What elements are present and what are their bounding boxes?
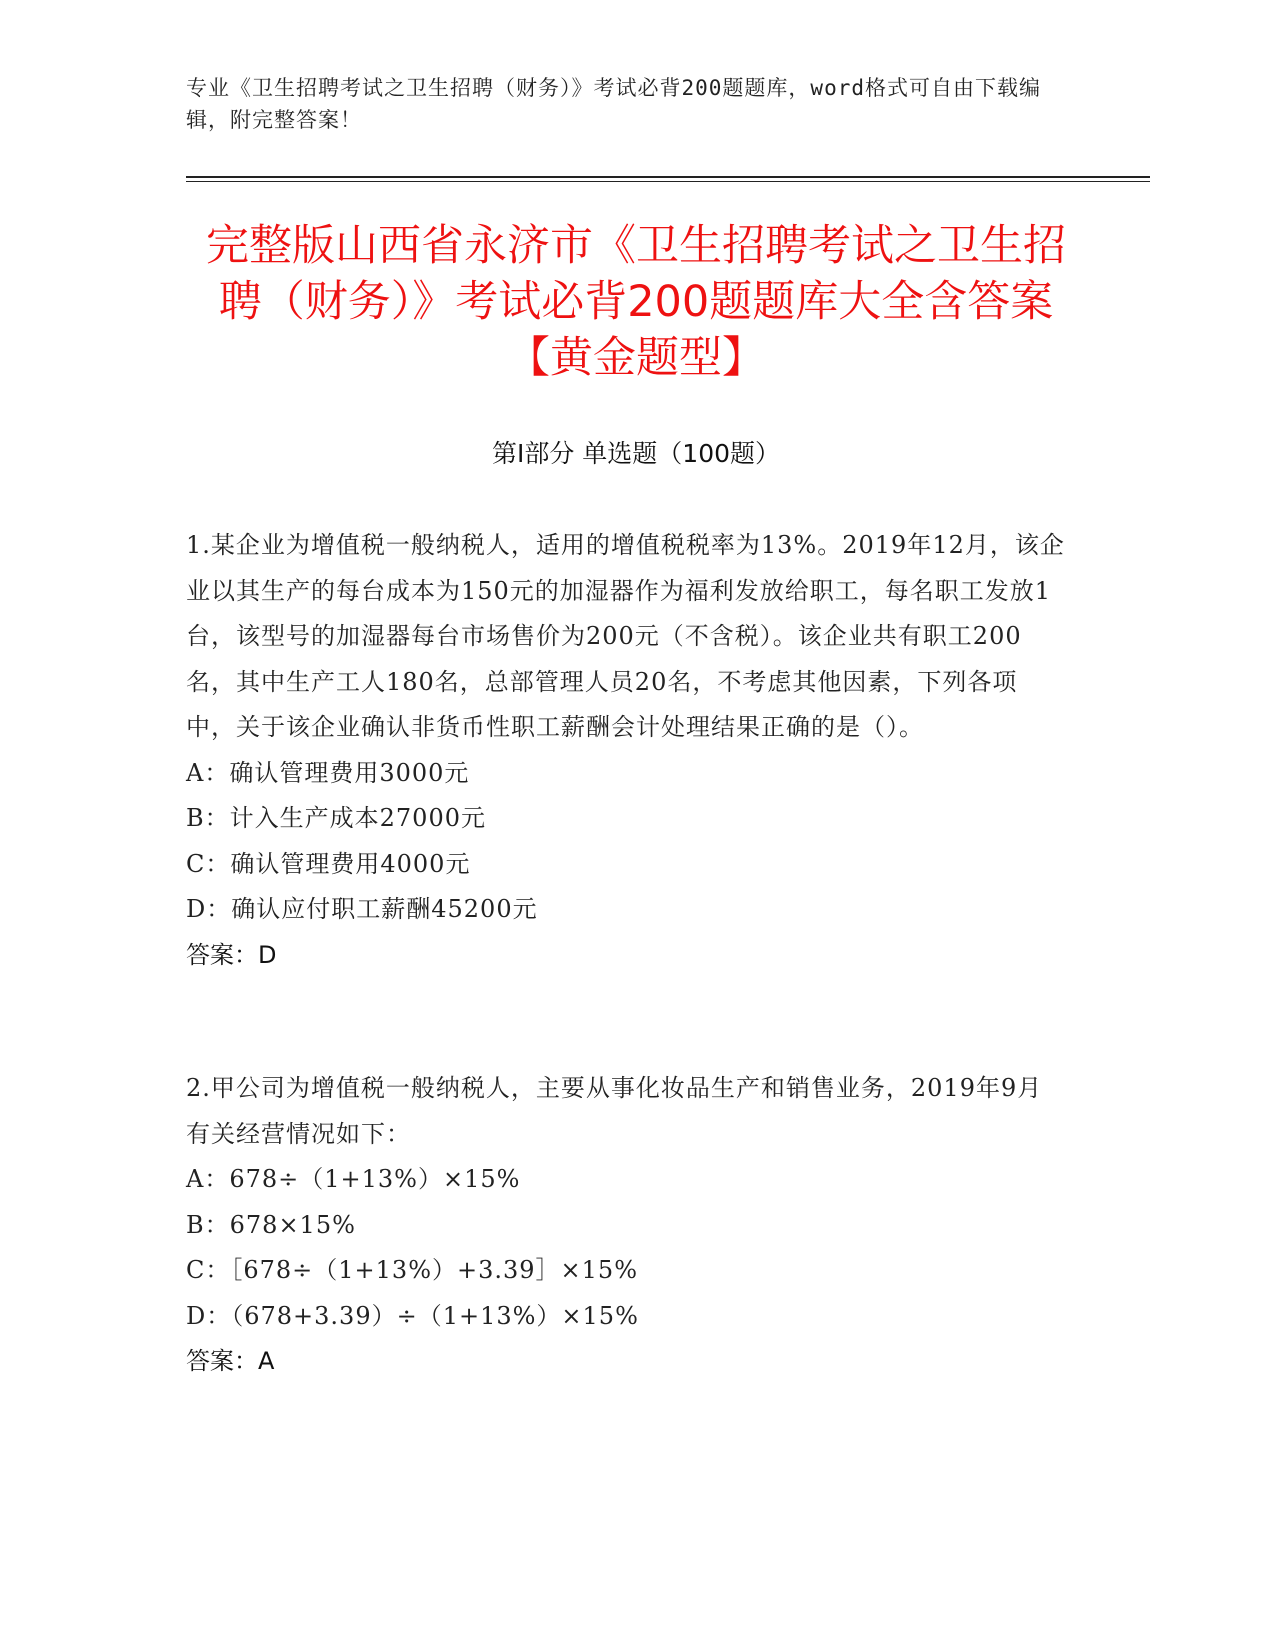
- question-1: [186, 523, 1066, 978]
- header-divider-thick: [186, 176, 1150, 178]
- question-2: [186, 1066, 1066, 1385]
- question-stem: 1.某企业为增值税一般纳税人，适用的增值税税率为13%。2019年12月，该企业以其生产的每台成本为150元的加湿器作为福利发放给职工，每名职工发放1台，该型号的加湿器每台市场售价为200元（不含税）。该企业共有职工200名，其中生产工人180名，总部管理人员20名，不考虑其他因素，下列各项中，关于该企业确认非货币性职工薪酬会计处理结果正确的是（）。: [186, 531, 1065, 741]
- option-d: D：（678+3.39）÷（1+13%）×15%: [186, 1301, 639, 1330]
- option-b: B：678×15%: [186, 1210, 356, 1239]
- option-c: C：［678÷（1+13%）+3.39］×15%: [186, 1256, 639, 1284]
- answer: 答案：D: [186, 940, 277, 969]
- answer: 答案：A: [186, 1347, 275, 1375]
- option-d: D：确认应付职工薪酬45200元: [186, 895, 538, 923]
- option-a: A：确认管理费用3000元: [186, 758, 470, 787]
- option-b: B：计入生产成本27000元: [186, 804, 486, 832]
- header-intro: 专业《卫生招聘考试之卫生招聘（财务）》考试必背200题题库，word格式可自由下载编辑，附完整答案！: [186, 76, 1041, 132]
- section-title: 第Ⅰ部分 单选题（100题）: [491, 439, 781, 468]
- question-stem: 2.甲公司为增值税一般纳税人，主要从事化妆品生产和销售业务，2019年9月有关经营情况如下：: [186, 1074, 1043, 1148]
- option-c: C：确认管理费用4000元: [186, 849, 471, 878]
- header-divider-thin: [186, 181, 1150, 182]
- option-a: A：678÷（1+13%）×15%: [186, 1165, 521, 1193]
- document-title: 完整版山西省永济市《卫生招聘考试之卫生招聘（财务）》考试必背200题题库大全含答案【黄金题型】: [206, 221, 1066, 383]
